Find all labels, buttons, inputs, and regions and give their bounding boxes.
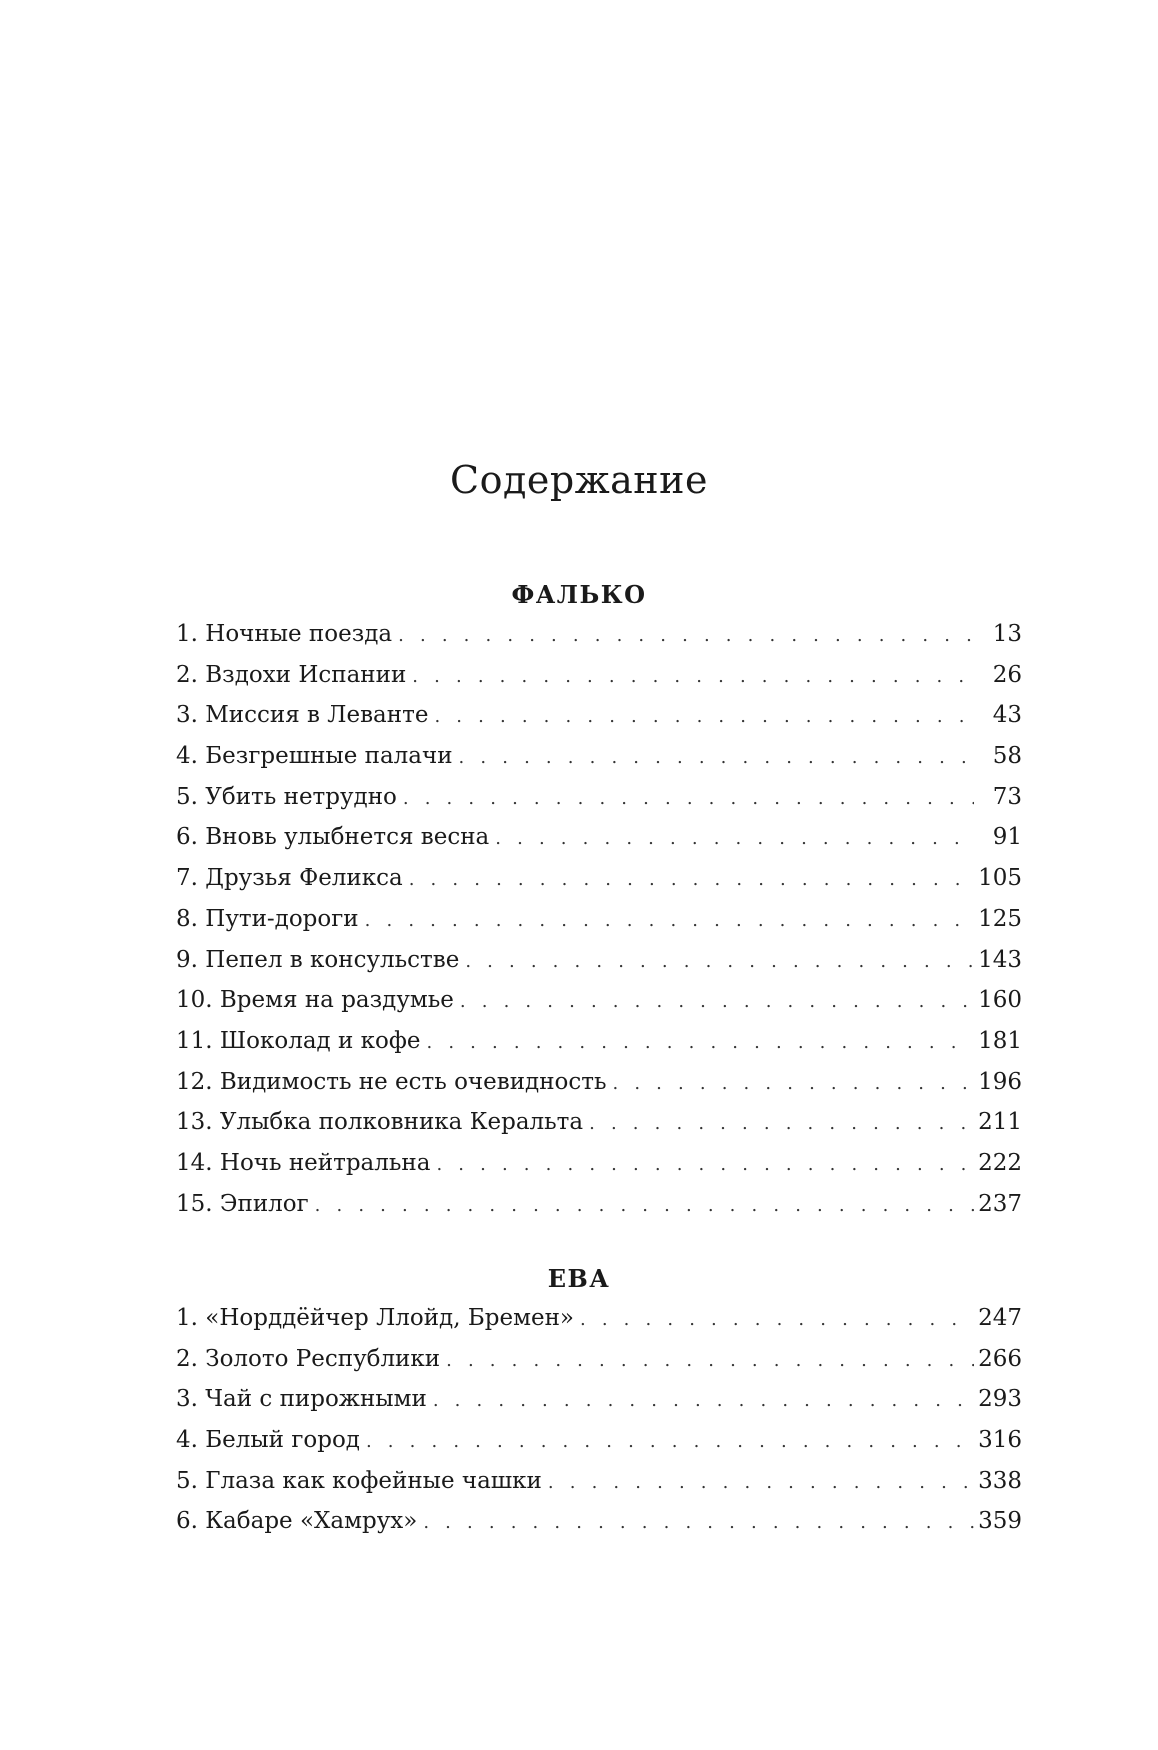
toc-entry[interactable] <box>176 1102 1022 1143</box>
toc-entry-label: 1. Ночные поезда <box>176 621 393 647</box>
toc-dot-leader <box>426 1023 974 1064</box>
toc-entry[interactable] <box>176 1461 1022 1502</box>
toc-dot-leader <box>589 1104 974 1145</box>
toc-entry[interactable] <box>176 940 1022 981</box>
toc-entry-page-number: 13 <box>992 621 1022 647</box>
toc-dot-leader <box>580 1300 974 1341</box>
toc-entry-page-number: 160 <box>978 987 1022 1014</box>
toc-entry-label: 4. Белый город <box>176 1427 360 1454</box>
toc-entry[interactable] <box>176 1184 1022 1225</box>
toc-entry[interactable] <box>176 614 1022 655</box>
toc-entry[interactable] <box>176 980 1022 1021</box>
toc-entry-label: 3. Чай с пирожными <box>176 1386 427 1413</box>
toc-entry-page-number: 237 <box>978 1190 1022 1217</box>
toc-entry[interactable] <box>176 817 1022 858</box>
toc-entry-page-number: 26 <box>992 661 1022 688</box>
toc-entry-label: 9. Пепел в консульстве <box>176 946 460 973</box>
toc-entry-page-number: 58 <box>992 743 1022 770</box>
toc-entry[interactable] <box>176 858 1022 899</box>
toc-dot-leader <box>365 901 974 942</box>
toc-dot-leader <box>433 1381 974 1422</box>
toc-dot-leader <box>315 1186 974 1227</box>
toc-dot-leader <box>403 779 974 820</box>
toc-entry-page-number: 222 <box>978 1149 1022 1176</box>
toc-entry[interactable] <box>176 695 1022 736</box>
toc-entry-page-number: 125 <box>978 905 1022 932</box>
toc-entry[interactable] <box>176 1021 1022 1062</box>
toc-entry-page-number: 359 <box>978 1508 1022 1535</box>
toc-entry-page-number: 91 <box>992 824 1022 851</box>
toc-list-eva <box>176 1298 1022 1542</box>
toc-dot-leader <box>465 942 974 983</box>
toc-entry-page-number: 43 <box>992 702 1022 729</box>
toc-entry-label: 2. Вздохи Испании <box>176 661 407 688</box>
toc-entry-page-number: 266 <box>978 1345 1022 1372</box>
toc-entry-label: 5. Убить нетрудно <box>176 783 397 810</box>
toc-entry[interactable] <box>176 655 1022 696</box>
toc-entry[interactable] <box>176 1379 1022 1420</box>
toc-entry-label: 7. Друзья Феликса <box>176 865 403 892</box>
toc-entry[interactable] <box>176 777 1022 818</box>
section-heading-eva: ЕВА <box>547 1264 611 1293</box>
toc-entry-label: 11. Шоколад и кофе <box>176 1027 421 1054</box>
toc-entry[interactable] <box>176 736 1022 777</box>
toc-entry-page-number: 181 <box>978 1027 1022 1054</box>
page-title: Содержание <box>450 458 708 502</box>
toc-list-falko <box>176 614 1022 1224</box>
toc-entry-page-number: 143 <box>978 946 1022 973</box>
toc-entry-page-number: 211 <box>978 1109 1022 1136</box>
toc-entry-label: 8. Пути-дороги <box>176 905 359 932</box>
toc-entry-label: 14. Ночь нейтральна <box>176 1149 431 1176</box>
toc-dot-leader <box>412 657 974 698</box>
toc-entry-page-number: 196 <box>978 1068 1022 1095</box>
toc-entry-page-number: 247 <box>978 1305 1022 1331</box>
toc-entry-page-number: 316 <box>978 1427 1022 1454</box>
toc-entry-page-number: 73 <box>992 783 1022 810</box>
toc-entry[interactable] <box>176 1339 1022 1380</box>
toc-dot-leader <box>434 697 974 738</box>
toc-entry-label: 3. Миссия в Леванте <box>176 702 429 729</box>
toc-entry-page-number: 293 <box>978 1386 1022 1413</box>
toc-entry-label: 10. Время на раздумье <box>176 987 454 1014</box>
toc-dot-leader <box>460 982 974 1023</box>
toc-dot-leader <box>446 1341 974 1382</box>
toc-entry-label: 12. Видимость не есть очевидность <box>176 1068 607 1095</box>
toc-dot-leader <box>548 1463 974 1504</box>
toc-dot-leader <box>366 1422 974 1463</box>
toc-entry[interactable] <box>176 899 1022 940</box>
toc-dot-leader <box>398 616 974 657</box>
toc-entry[interactable] <box>176 1298 1022 1339</box>
toc-entry-label: 6. Кабаре «Хамрух» <box>176 1508 418 1535</box>
toc-entry-label: 13. Улыбка полковника Керальта <box>176 1109 584 1136</box>
toc-entry[interactable] <box>176 1062 1022 1103</box>
toc-dot-leader <box>409 860 974 901</box>
toc-entry-page-number: 338 <box>978 1467 1022 1494</box>
toc-entry[interactable] <box>176 1143 1022 1184</box>
toc-dot-leader <box>423 1503 974 1544</box>
toc-entry[interactable] <box>176 1501 1022 1542</box>
toc-dot-leader <box>459 738 974 779</box>
toc-entry-label: 2. Золото Республики <box>176 1345 441 1372</box>
toc-entry-label: 5. Глаза как кофейные чашки <box>176 1467 542 1494</box>
toc-entry-label: 1. «Норддёйчер Ллойд, Бремен» <box>176 1305 574 1331</box>
toc-entry-label: 6. Вновь улыбнется весна <box>176 824 490 851</box>
section-heading-falko: ФАЛЬКО <box>511 580 647 609</box>
toc-dot-leader <box>436 1145 974 1186</box>
toc-entry[interactable] <box>176 1420 1022 1461</box>
toc-entry-label: 4. Безгрешные палачи <box>176 743 453 770</box>
toc-dot-leader <box>613 1064 975 1105</box>
toc-dot-leader <box>495 819 974 860</box>
toc-entry-page-number: 105 <box>978 865 1022 892</box>
toc-entry-label: 15. Эпилог <box>176 1190 309 1217</box>
